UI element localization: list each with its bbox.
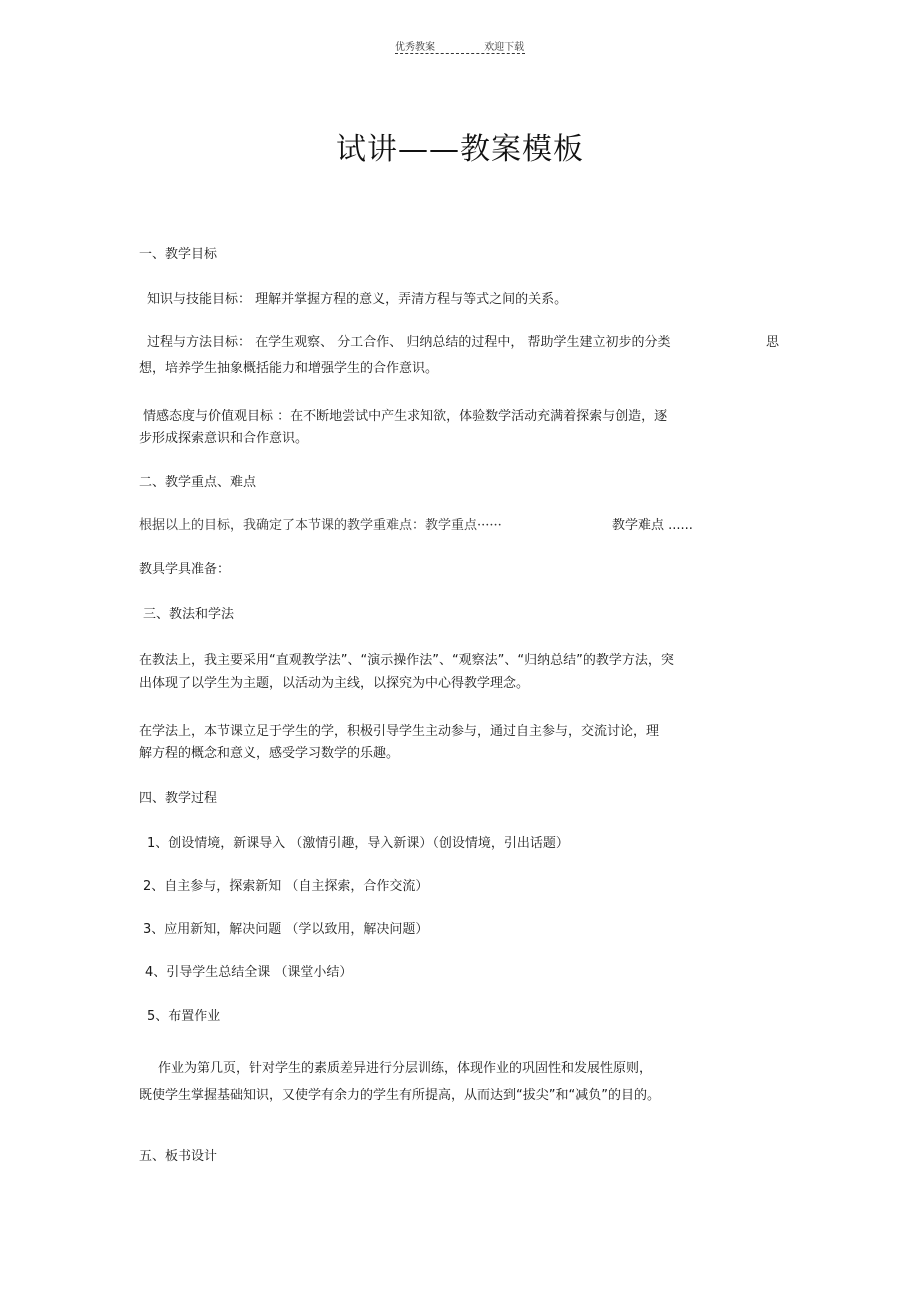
process-step-1: 1、创设情境，新课导入 （激情引趣，导入新课）（创设情境，引出话题） xyxy=(147,836,569,851)
page-header xyxy=(395,38,524,53)
section-heading-board: 五、板书设计 xyxy=(139,1149,218,1164)
goal-emotion-line2: 步形成探索意识和合作意识。 xyxy=(139,431,309,446)
header-right-text: 欢迎下载 xyxy=(484,42,525,53)
goal-process-line1-end: 思 xyxy=(766,335,780,350)
goal-knowledge: 知识与技能目标： 理解并掌握方程的意义，弄清方程与等式之间的关系。 xyxy=(147,292,568,307)
learning-method-line2: 解方程的概念和意义，感受学习数学的乐趣。 xyxy=(139,746,400,761)
page-title: 试讲——教案模板 xyxy=(336,132,584,167)
keypoints-text: 根据以上的目标，我确定了本节课的教学重难点：教学重点······ xyxy=(139,518,502,533)
section-heading-process: 四、教学过程 xyxy=(139,791,218,806)
process-step-4: 4、引导学生总结全课 （课堂小结） xyxy=(145,965,353,980)
goal-process-line1: 过程与方法目标： 在学生观察、 分工合作、 归纳总结的过程中， 帮助学生建立初步的分类 xyxy=(147,335,671,350)
learning-method-line1: 在学法上，本节课立足于学生的学，积极引导学生主动参与，通过自主参与，交流讨论，理 xyxy=(139,724,660,739)
section-heading-methods: 三、教法和学法 xyxy=(143,607,235,622)
goal-process-line2: 想，培养学生抽象概括能力和增强学生的合作意识。 xyxy=(139,361,439,376)
process-step-5: 5、布置作业 xyxy=(147,1009,221,1024)
process-step-3: 3、应用新知，解决问题 （学以致用，解决问题） xyxy=(143,922,429,937)
teaching-method-line2: 出体现了以学生为主题，以活动为主线，以探究为中心得教学理念。 xyxy=(139,676,530,691)
homework-line1: 作业为第几页，针对学生的素质差异进行分层训练，体现作业的巩固性和发展性原则， xyxy=(158,1061,653,1076)
homework-line2: 既使学生掌握基础知识，又使学有余力的学生有所提高，从而达到“拔尖”和“减负”的目的。 xyxy=(139,1088,660,1103)
header-left-text: 优秀教案 xyxy=(395,42,435,53)
header-divider xyxy=(395,53,525,54)
keypoints-difficulty: 教学难点 ...... xyxy=(612,518,693,533)
teaching-method-line1: 在教法上，我主要采用“直观教学法”、“演示操作法”、“观察法”、“归纳总结”的教学方法，突 xyxy=(139,653,674,668)
goal-emotion-line1: 情感态度与价值观目标 ：在不断地尝试中产生求知欲，体验数学活动充满着探索与创造，逐 xyxy=(143,409,668,424)
process-step-2: 2、自主参与，探索新知 （自主探索，合作交流） xyxy=(143,879,429,894)
section-heading-keypoints: 二、教学重点、难点 xyxy=(139,475,257,490)
section-heading-objectives: 一、教学目标 xyxy=(139,247,218,262)
tools-prep: 教具学具准备： xyxy=(139,562,231,577)
